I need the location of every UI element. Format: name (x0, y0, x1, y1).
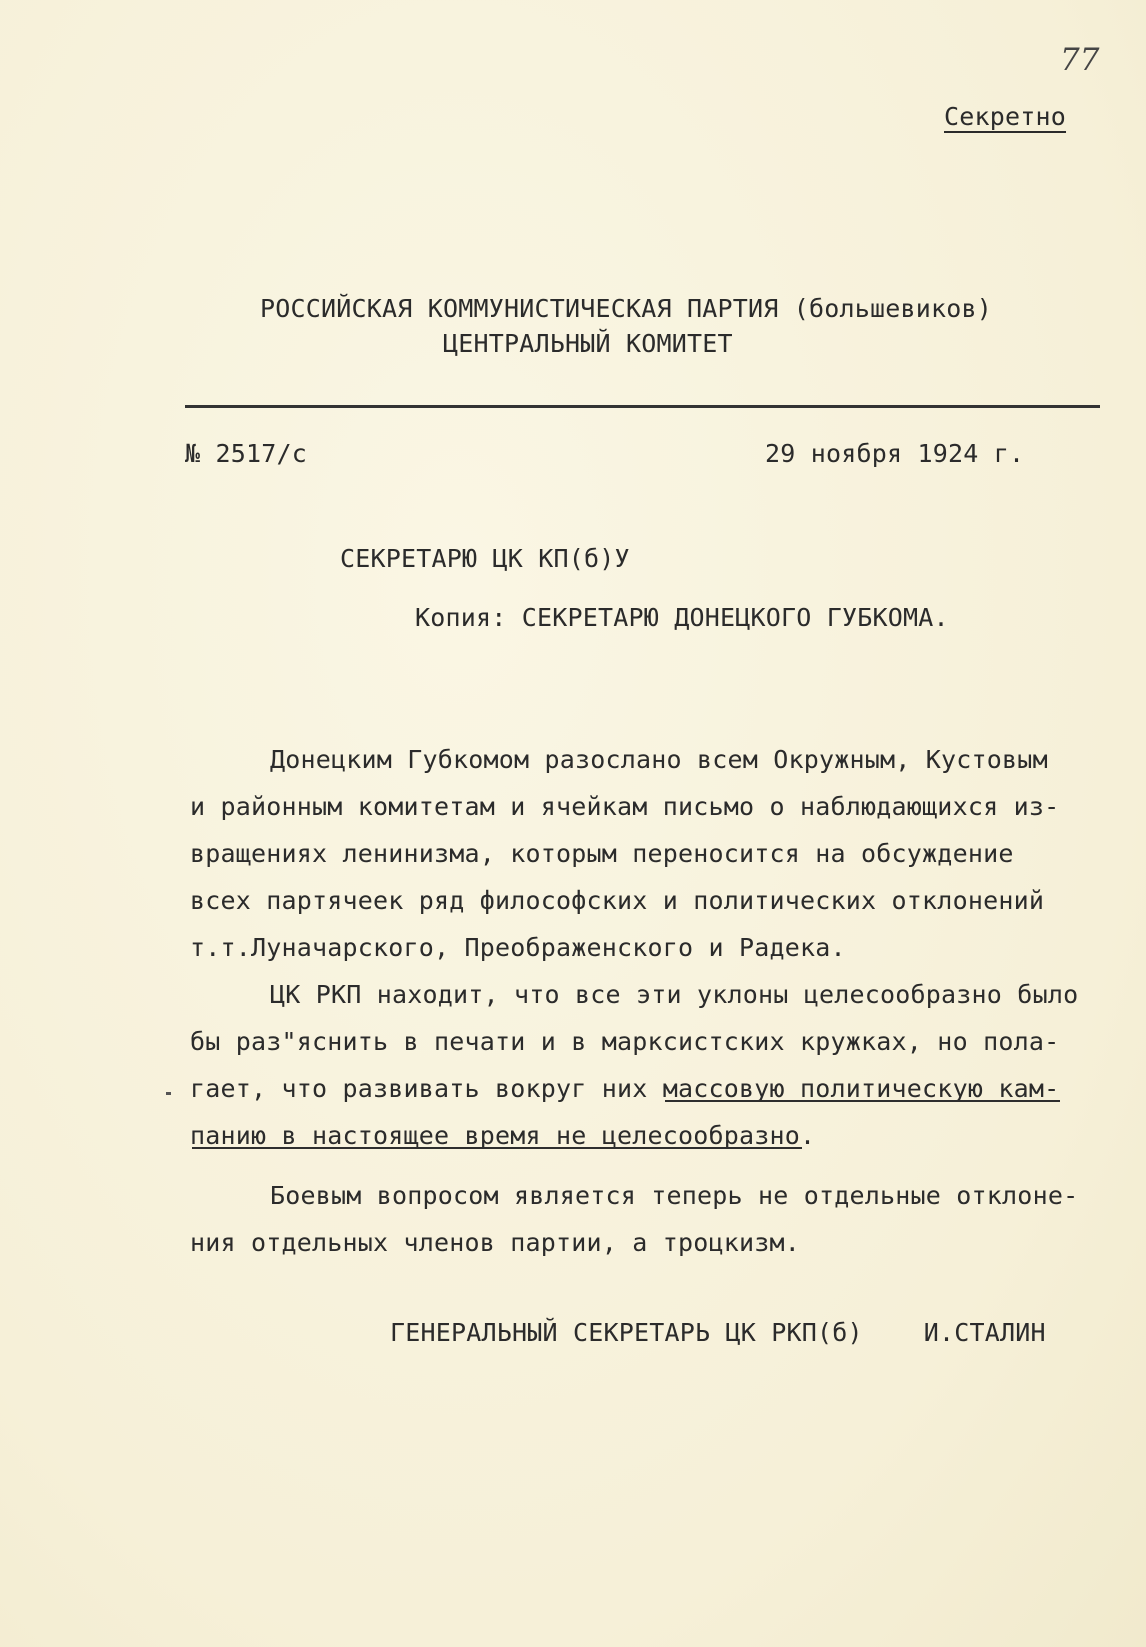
header-divider (185, 405, 1100, 408)
body-line: т.т.Луначарского, Преображенского и Радека. (190, 933, 846, 962)
body-line: вращениях ленинизма, которым переносится на обсуждение (190, 839, 1014, 868)
org-name-line1: РОССИЙСКАЯ КОММУНИСТИЧЕСКАЯ ПАРТИЯ (большевиков) (260, 294, 993, 323)
org-name-line2: ЦЕНТРАЛЬНЫЙ КОМИТЕТ (443, 329, 733, 358)
archive-page-number: 77 (1060, 42, 1100, 78)
addressee: СЕКРЕТАРЮ ЦК КП(б)У (340, 544, 630, 573)
margin-mark (166, 1092, 171, 1095)
body-line: ЦК РКП находит, что все эти уклоны целесообразно было (270, 980, 1079, 1009)
document-date: 29 ноября 1924 г. (765, 439, 1025, 468)
body-line: панию в настоящее время не целесообразно. (190, 1121, 816, 1150)
classification-mark: Секретно (944, 102, 1067, 131)
body-line: Донецким Губкомом разослано всем Окружным, Кустовым (270, 745, 1048, 774)
body-line: гает, что развивать вокруг них массовую политическую кам- (190, 1074, 1060, 1103)
body-line: и районным комитетам и ячейкам письмо о наблюдающихся из- (190, 792, 1060, 821)
body-line: всех партячеек ряд философских и политических отклонений (190, 886, 1045, 915)
signature-line: ГЕНЕРАЛЬНЫЙ СЕКРЕТАРЬ ЦК РКП(б) И.СТАЛИН (390, 1318, 1046, 1347)
copy-addressee: Копия: СЕКРЕТАРЮ ДОНЕЦКОГО ГУБКОМА. (415, 603, 949, 632)
handwritten-underline (192, 1147, 802, 1149)
body-line: Боевым вопросом является теперь не отдельные отклоне- (270, 1181, 1079, 1210)
body-line: бы раз"яснить в печати и в марксистских кружках, но пола- (190, 1027, 1060, 1056)
body-line: ния отдельных членов партии, а троцкизм. (190, 1228, 801, 1257)
handwritten-underline (665, 1100, 1060, 1102)
document-number: № 2517/с (185, 439, 308, 468)
